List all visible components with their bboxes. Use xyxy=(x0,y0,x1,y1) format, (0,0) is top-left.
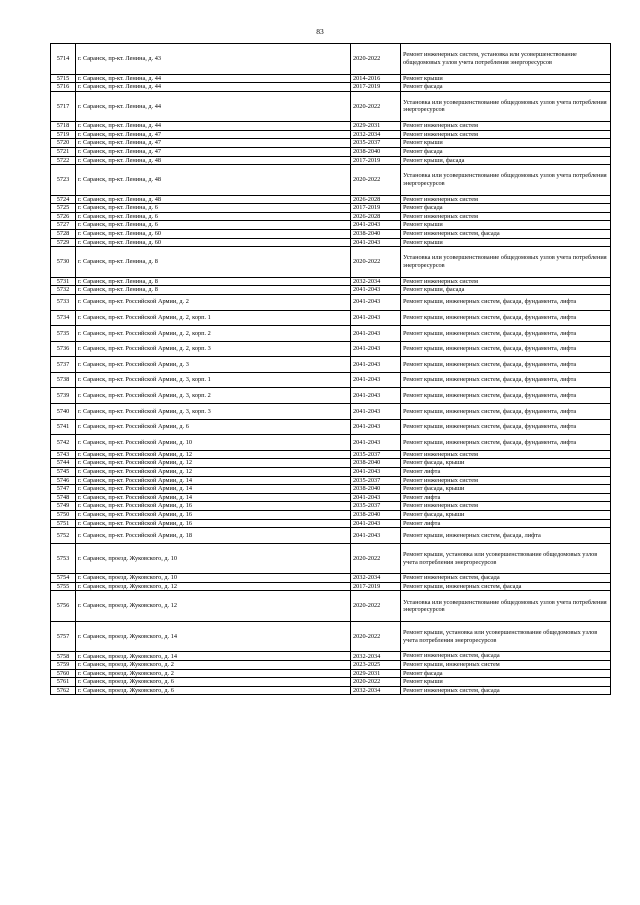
row-address: г. Саранск, пр-кт. Ленина, д. 8 xyxy=(76,277,351,286)
row-period: 2023-2025 xyxy=(351,661,401,670)
row-address: г. Саранск, пр-кт. Российской Армии, д. 16 xyxy=(76,502,351,511)
row-work: Ремонт инженерных систем xyxy=(401,130,611,139)
row-address: г. Саранск, пр-кт. Российской Армии, д. 14 xyxy=(76,485,351,494)
row-address: г. Саранск, проезд. Жуковского, д. 6 xyxy=(76,686,351,695)
row-period: 2041-2043 xyxy=(351,238,401,247)
row-address: г. Саранск, пр-кт. Ленина, д. 44 xyxy=(76,74,351,83)
row-number: 5759 xyxy=(51,661,76,670)
row-address: г. Саранск, пр-кт. Российской Армии, д. 12 xyxy=(76,459,351,468)
row-work: Ремонт инженерных систем xyxy=(401,450,611,459)
row-period: 2038-2040 xyxy=(351,147,401,156)
table-row xyxy=(51,44,611,75)
row-work: Ремонт крыши, инженерных систем, фасада, фундамента, лифта xyxy=(401,435,611,451)
row-number: 5723 xyxy=(51,165,76,196)
row-number: 5740 xyxy=(51,404,76,420)
row-address: г. Саранск, пр-кт. Российской Армии, д. 6 xyxy=(76,419,351,435)
row-number: 5753 xyxy=(51,543,76,574)
row-work: Ремонт крыши xyxy=(401,221,611,230)
table-row xyxy=(51,621,611,652)
row-number: 5736 xyxy=(51,341,76,357)
table-body xyxy=(51,44,611,695)
row-number: 5749 xyxy=(51,502,76,511)
row-period: 2032-2034 xyxy=(351,652,401,661)
row-work: Ремонт крыши, инженерных систем, фасада, фундамента, лифта xyxy=(401,419,611,435)
row-period: 2038-2040 xyxy=(351,230,401,239)
row-period: 2032-2034 xyxy=(351,574,401,583)
row-work: Ремонт крыши, инженерных систем, фасада, фундамента, лифта xyxy=(401,357,611,373)
table-row xyxy=(51,485,611,494)
row-number: 5747 xyxy=(51,485,76,494)
table-row xyxy=(51,435,611,451)
row-number: 5729 xyxy=(51,238,76,247)
table-row xyxy=(51,459,611,468)
row-period: 2041-2043 xyxy=(351,372,401,388)
row-period: 2041-2043 xyxy=(351,528,401,544)
table-row xyxy=(51,519,611,528)
row-address: г. Саранск, пр-кт. Российской Армии, д. 18 xyxy=(76,528,351,544)
table-row xyxy=(51,341,611,357)
row-address: г. Саранск, пр-кт. Российской Армии, д. 2 xyxy=(76,294,351,310)
row-work: Установка или усовершенствование общедомовых узлов учета потребления энергоресурсов xyxy=(401,165,611,196)
table-row xyxy=(51,476,611,485)
row-number: 5742 xyxy=(51,435,76,451)
row-work: Ремонт крыши, фасада xyxy=(401,156,611,165)
row-number: 5751 xyxy=(51,519,76,528)
row-work: Ремонт инженерных систем xyxy=(401,212,611,221)
row-work: Ремонт крыши xyxy=(401,238,611,247)
table-row xyxy=(51,468,611,477)
row-number: 5756 xyxy=(51,591,76,622)
row-address: г. Саранск, проезд. Жуковского, д. 12 xyxy=(76,591,351,622)
table-row xyxy=(51,326,611,342)
row-period: 2041-2043 xyxy=(351,435,401,451)
row-address: г. Саранск, пр-кт. Российской Армии, д. 2, корп. 2 xyxy=(76,326,351,342)
table-row xyxy=(51,230,611,239)
row-number: 5750 xyxy=(51,511,76,520)
table-row xyxy=(51,139,611,148)
table-row xyxy=(51,286,611,295)
table-row xyxy=(51,147,611,156)
table-row xyxy=(51,310,611,326)
row-address: г. Саранск, пр-кт. Российской Армии, д. 2, корп. 1 xyxy=(76,310,351,326)
row-work: Ремонт инженерных систем, фасада xyxy=(401,686,611,695)
row-number: 5732 xyxy=(51,286,76,295)
row-period: 2041-2043 xyxy=(351,286,401,295)
table-row xyxy=(51,574,611,583)
row-period: 2041-2043 xyxy=(351,493,401,502)
row-work: Ремонт инженерных систем xyxy=(401,195,611,204)
row-address: г. Саранск, проезд. Жуковского, д. 12 xyxy=(76,582,351,591)
row-work: Ремонт крыши, инженерных систем, фасада, фундамента, лифта xyxy=(401,372,611,388)
table-row xyxy=(51,247,611,278)
table-row xyxy=(51,165,611,196)
row-work: Ремонт лифта xyxy=(401,493,611,502)
row-period: 2035-2037 xyxy=(351,476,401,485)
row-work: Установка или усовершенствование общедомовых узлов учета потребления энергоресурсов xyxy=(401,91,611,122)
row-number: 5761 xyxy=(51,678,76,687)
table-row xyxy=(51,357,611,373)
row-number: 5727 xyxy=(51,221,76,230)
row-work: Ремонт лифта xyxy=(401,468,611,477)
row-work: Ремонт крыши, фасада xyxy=(401,286,611,295)
row-address: г. Саранск, пр-кт. Российской Армии, д. 16 xyxy=(76,511,351,520)
table-row xyxy=(51,582,611,591)
row-period: 2014-2016 xyxy=(351,74,401,83)
row-work: Ремонт крыши, инженерных систем, фасада xyxy=(401,582,611,591)
row-period: 2017-2019 xyxy=(351,83,401,92)
row-work: Ремонт крыши, инженерных систем, фасада, лифта xyxy=(401,528,611,544)
row-period: 2035-2037 xyxy=(351,139,401,148)
row-number: 5744 xyxy=(51,459,76,468)
page-number: 83 xyxy=(316,27,324,36)
row-address: г. Саранск, пр-кт. Российской Армии, д. 16 xyxy=(76,519,351,528)
row-number: 5755 xyxy=(51,582,76,591)
row-period: 2026-2028 xyxy=(351,212,401,221)
row-period: 2020-2022 xyxy=(351,247,401,278)
row-number: 5731 xyxy=(51,277,76,286)
row-work: Ремонт крыши xyxy=(401,74,611,83)
row-period: 2038-2040 xyxy=(351,511,401,520)
table-row xyxy=(51,404,611,420)
table-row xyxy=(51,372,611,388)
row-address: г. Саранск, пр-кт. Российской Армии, д. 3, корп. 2 xyxy=(76,388,351,404)
row-number: 5748 xyxy=(51,493,76,502)
row-number: 5746 xyxy=(51,476,76,485)
row-address: г. Саранск, пр-кт. Ленина, д. 47 xyxy=(76,130,351,139)
row-work: Ремонт крыши, инженерных систем, фасада, фундамента, лифта xyxy=(401,326,611,342)
row-address: г. Саранск, пр-кт. Ленина, д. 47 xyxy=(76,147,351,156)
row-number: 5739 xyxy=(51,388,76,404)
row-work: Ремонт инженерных систем, фасада xyxy=(401,652,611,661)
row-number: 5733 xyxy=(51,294,76,310)
row-number: 5714 xyxy=(51,44,76,75)
row-address: г. Саранск, проезд. Жуковского, д. 14 xyxy=(76,652,351,661)
row-address: г. Саранск, проезд. Жуковского, д. 14 xyxy=(76,621,351,652)
row-address: г. Саранск, пр-кт. Ленина, д. 8 xyxy=(76,286,351,295)
row-work: Установка или усовершенствование общедомовых узлов учета потребления энергоресурсов xyxy=(401,591,611,622)
table-row xyxy=(51,277,611,286)
row-work: Ремонт крыши, установка или усовершенствование общедомовых узлов учета потребления энергоресурсов xyxy=(401,621,611,652)
row-address: г. Саранск, пр-кт. Российской Армии, д. 14 xyxy=(76,493,351,502)
table-row xyxy=(51,122,611,131)
row-address: г. Саранск, пр-кт. Ленина, д. 48 xyxy=(76,195,351,204)
row-period: 2020-2022 xyxy=(351,44,401,75)
row-work: Ремонт фасада, крыши xyxy=(401,511,611,520)
row-period: 2029-2031 xyxy=(351,122,401,131)
row-work: Ремонт фасада xyxy=(401,147,611,156)
table-row xyxy=(51,221,611,230)
row-period: 2035-2037 xyxy=(351,502,401,511)
row-work: Ремонт крыши, инженерных систем, фасада, фундамента, лифта xyxy=(401,341,611,357)
row-address: г. Саранск, проезд. Жуковского, д. 2 xyxy=(76,661,351,670)
row-number: 5738 xyxy=(51,372,76,388)
row-work: Ремонт крыши xyxy=(401,139,611,148)
row-address: г. Саранск, пр-кт. Российской Армии, д. 3 xyxy=(76,357,351,373)
table-row xyxy=(51,511,611,520)
row-period: 2038-2040 xyxy=(351,459,401,468)
table-row xyxy=(51,74,611,83)
row-work: Ремонт фасада xyxy=(401,669,611,678)
row-work: Ремонт фасада xyxy=(401,204,611,213)
row-address: г. Саранск, пр-кт. Ленина, д. 6 xyxy=(76,212,351,221)
row-work: Ремонт инженерных систем xyxy=(401,502,611,511)
row-number: 5758 xyxy=(51,652,76,661)
row-number: 5762 xyxy=(51,686,76,695)
row-period: 2041-2043 xyxy=(351,341,401,357)
table-row xyxy=(51,661,611,670)
row-number: 5741 xyxy=(51,419,76,435)
row-address: г. Саранск, пр-кт. Ленина, д. 48 xyxy=(76,165,351,196)
row-work: Ремонт крыши, инженерных систем xyxy=(401,661,611,670)
table-row xyxy=(51,83,611,92)
table-row xyxy=(51,493,611,502)
row-address: г. Саранск, пр-кт. Российской Армии, д. 12 xyxy=(76,450,351,459)
row-period: 2041-2043 xyxy=(351,419,401,435)
table-row xyxy=(51,294,611,310)
row-period: 2017-2019 xyxy=(351,204,401,213)
row-work: Ремонт фасада xyxy=(401,83,611,92)
row-address: г. Саранск, проезд. Жуковского, д. 10 xyxy=(76,543,351,574)
row-period: 2017-2019 xyxy=(351,156,401,165)
row-period: 2041-2043 xyxy=(351,221,401,230)
row-period: 2017-2019 xyxy=(351,582,401,591)
table-row xyxy=(51,388,611,404)
table-row xyxy=(51,678,611,687)
table-row xyxy=(51,652,611,661)
row-work: Ремонт крыши xyxy=(401,678,611,687)
row-work: Установка или усовершенствование общедомовых узлов учета потребления энергоресурсов xyxy=(401,247,611,278)
row-address: г. Саранск, пр-кт. Ленина, д. 60 xyxy=(76,238,351,247)
table-row xyxy=(51,91,611,122)
table-row xyxy=(51,156,611,165)
row-period: 2041-2043 xyxy=(351,388,401,404)
row-work: Ремонт фасада, крыши xyxy=(401,459,611,468)
row-address: г. Саранск, пр-кт. Ленина, д. 60 xyxy=(76,230,351,239)
row-number: 5754 xyxy=(51,574,76,583)
row-address: г. Саранск, проезд. Жуковского, д. 10 xyxy=(76,574,351,583)
row-address: г. Саранск, пр-кт. Ленина, д. 47 xyxy=(76,139,351,148)
row-address: г. Саранск, пр-кт. Ленина, д. 6 xyxy=(76,221,351,230)
row-number: 5718 xyxy=(51,122,76,131)
row-number: 5722 xyxy=(51,156,76,165)
row-period: 2032-2034 xyxy=(351,130,401,139)
row-period: 2032-2034 xyxy=(351,686,401,695)
row-address: г. Саранск, пр-кт. Российской Армии, д. 10 xyxy=(76,435,351,451)
row-period: 2020-2022 xyxy=(351,591,401,622)
row-work: Ремонт лифта xyxy=(401,519,611,528)
row-number: 5752 xyxy=(51,528,76,544)
table-row xyxy=(51,195,611,204)
table-row xyxy=(51,238,611,247)
row-period: 2041-2043 xyxy=(351,468,401,477)
row-address: г. Саранск, пр-кт. Ленина, д. 44 xyxy=(76,122,351,131)
row-work: Ремонт крыши, инженерных систем, фасада, фундамента, лифта xyxy=(401,294,611,310)
row-address: г. Саранск, проезд. Жуковского, д. 6 xyxy=(76,678,351,687)
row-number: 5716 xyxy=(51,83,76,92)
row-address: г. Саранск, пр-кт. Российской Армии, д. 14 xyxy=(76,476,351,485)
row-period: 2020-2022 xyxy=(351,678,401,687)
table-row xyxy=(51,450,611,459)
row-address: г. Саранск, проезд. Жуковского, д. 2 xyxy=(76,669,351,678)
row-period: 2029-2031 xyxy=(351,669,401,678)
row-number: 5717 xyxy=(51,91,76,122)
table-row xyxy=(51,204,611,213)
table-row xyxy=(51,130,611,139)
row-number: 5735 xyxy=(51,326,76,342)
row-number: 5760 xyxy=(51,669,76,678)
row-work: Ремонт крыши, инженерных систем, фасада, фундамента, лифта xyxy=(401,404,611,420)
row-number: 5743 xyxy=(51,450,76,459)
table-row xyxy=(51,502,611,511)
row-period: 2041-2043 xyxy=(351,357,401,373)
row-address: г. Саранск, пр-кт. Ленина, д. 6 xyxy=(76,204,351,213)
row-period: 2041-2043 xyxy=(351,326,401,342)
row-work: Ремонт инженерных систем, установка или усовершенствование общедомовых узлов учета потребления энергоресурсов xyxy=(401,44,611,75)
row-number: 5728 xyxy=(51,230,76,239)
table-row xyxy=(51,419,611,435)
row-address: г. Саранск, пр-кт. Российской Армии, д. 2, корп. 3 xyxy=(76,341,351,357)
row-number: 5719 xyxy=(51,130,76,139)
row-period: 2020-2022 xyxy=(351,91,401,122)
row-period: 2035-2037 xyxy=(351,450,401,459)
row-work: Ремонт крыши, инженерных систем, фасада, фундамента, лифта xyxy=(401,310,611,326)
row-number: 5726 xyxy=(51,212,76,221)
row-period: 2041-2043 xyxy=(351,294,401,310)
row-number: 5737 xyxy=(51,357,76,373)
row-period: 2020-2022 xyxy=(351,165,401,196)
row-number: 5730 xyxy=(51,247,76,278)
table-row xyxy=(51,543,611,574)
row-work: Ремонт крыши, установка или усовершенствование общедомовых узлов учета потребления энергоресурсов xyxy=(401,543,611,574)
row-period: 2041-2043 xyxy=(351,404,401,420)
row-address: г. Саранск, пр-кт. Российской Армии, д. 3, корп. 3 xyxy=(76,404,351,420)
row-period: 2041-2043 xyxy=(351,310,401,326)
row-period: 2020-2022 xyxy=(351,621,401,652)
row-address: г. Саранск, пр-кт. Российской Армии, д. 3, корп. 1 xyxy=(76,372,351,388)
row-number: 5721 xyxy=(51,147,76,156)
row-number: 5745 xyxy=(51,468,76,477)
row-number: 5734 xyxy=(51,310,76,326)
row-period: 2032-2034 xyxy=(351,277,401,286)
row-work: Ремонт инженерных систем xyxy=(401,122,611,131)
table-row xyxy=(51,591,611,622)
row-period: 2038-2040 xyxy=(351,485,401,494)
row-work: Ремонт инженерных систем, фасада xyxy=(401,230,611,239)
row-work: Ремонт инженерных систем xyxy=(401,277,611,286)
row-work: Ремонт фасада, крыши xyxy=(401,485,611,494)
table-row xyxy=(51,669,611,678)
row-address: г. Саранск, пр-кт. Российской Армии, д. 12 xyxy=(76,468,351,477)
row-address: г. Саранск, пр-кт. Ленина, д. 8 xyxy=(76,247,351,278)
row-number: 5724 xyxy=(51,195,76,204)
row-work: Ремонт крыши, инженерных систем, фасада, фундамента, лифта xyxy=(401,388,611,404)
row-period: 2020-2022 xyxy=(351,543,401,574)
table-row xyxy=(51,212,611,221)
row-address: г. Саранск, пр-кт. Ленина, д. 44 xyxy=(76,83,351,92)
row-work: Ремонт инженерных систем xyxy=(401,476,611,485)
row-address: г. Саранск, пр-кт. Ленина, д. 43 xyxy=(76,44,351,75)
row-number: 5725 xyxy=(51,204,76,213)
row-address: г. Саранск, пр-кт. Ленина, д. 44 xyxy=(76,91,351,122)
repair-schedule-table xyxy=(50,43,611,695)
row-address: г. Саранск, пр-кт. Ленина, д. 48 xyxy=(76,156,351,165)
row-number: 5720 xyxy=(51,139,76,148)
row-work: Ремонт инженерных систем, фасада xyxy=(401,574,611,583)
row-number: 5757 xyxy=(51,621,76,652)
table-row xyxy=(51,686,611,695)
row-period: 2041-2043 xyxy=(351,519,401,528)
table-row xyxy=(51,528,611,544)
row-period: 2026-2028 xyxy=(351,195,401,204)
row-number: 5715 xyxy=(51,74,76,83)
